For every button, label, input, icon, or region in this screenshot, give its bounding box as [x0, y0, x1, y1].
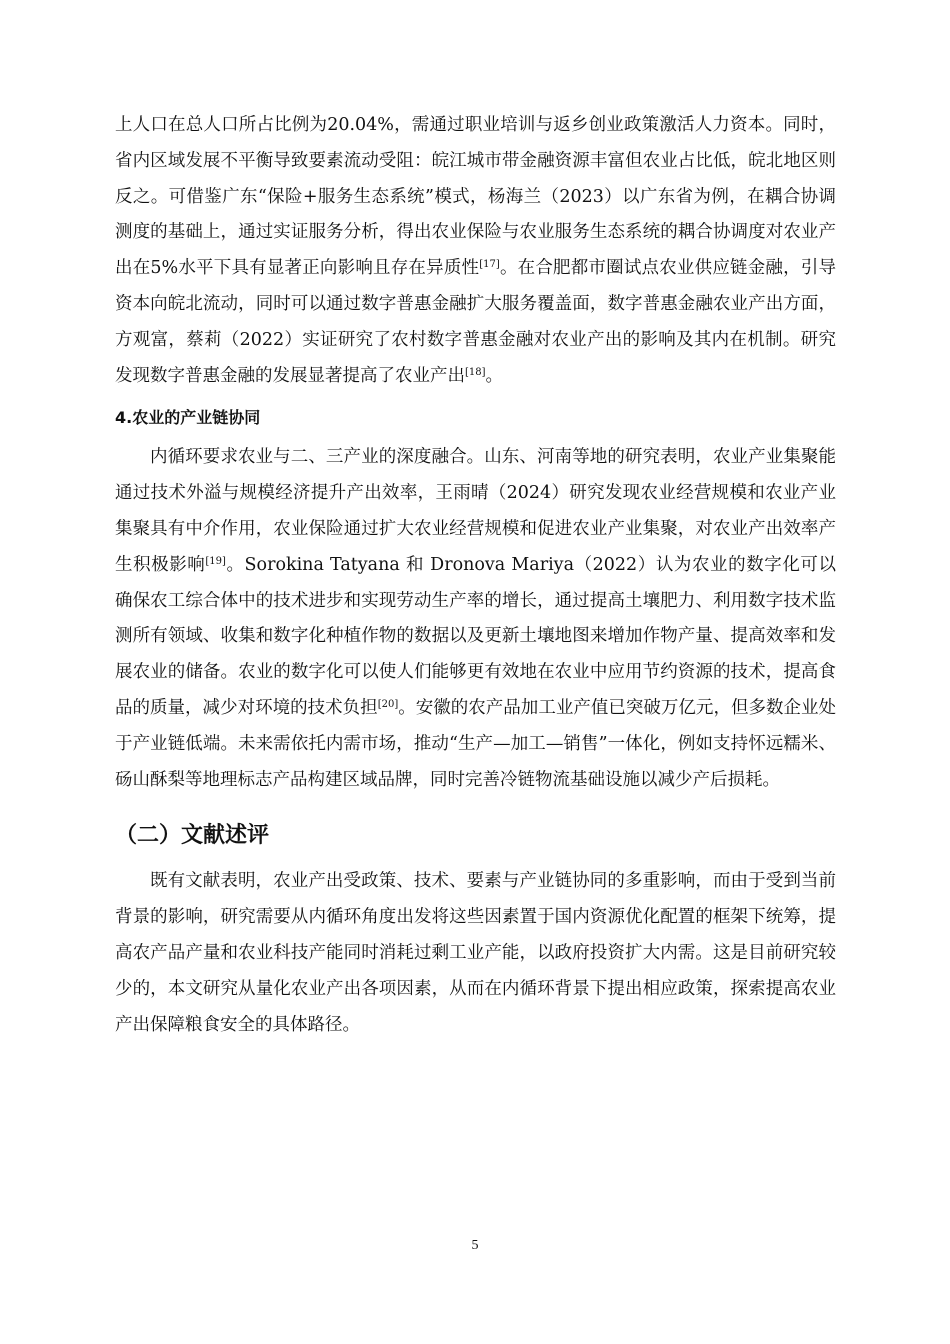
citation-18: [18] [465, 366, 486, 378]
paragraph-continued [115, 108, 836, 394]
paragraph-industry-chain [115, 440, 836, 798]
para2-text-a: 内循环要求农业与二、三产业的深度融合。山东、河南等地的研究表明，农业产业集聚能通过技术外溢与规模经济提升产出效率，王雨晴（2024）研究发现农业经营规模和农业产业集聚具有中介作用，农业保险通过扩大农业经营规模和促进农业产业集聚，对农业产出效率产生积极影响 [115, 447, 836, 575]
para2-text-b: 。Sorokina Tatyana 和 Dronova Mariya（2022）认为农业的数字化可以确保农工综合体中的技术进步和实现劳动生产率的增长，通过提高土壤肥力、利用数字技术监测所有领域、收集和数字化种植作物的数据以及更新土壤地图来增加作物产量、提高效率和发展农业的储备。农业的数字化可以使人们能够更有效地在农业中应用节约资源的技术，提高食品的质量，减少对环境的技术负担 [115, 554, 836, 718]
section-heading: （二）文献述评 [115, 823, 270, 849]
para1-text-b: 。在合肥都市圈试点农业供应链金融，引导资本向皖北流动，同时可以通过数字普惠金融扩大服务覆盖面，数字普惠金融农业产出方面，方观富，蔡莉（2022）实证研究了农村数字普惠金融对农业产出的影响及其内在机制。研究发现数字普惠金融的发展显著提高了农业产出 [115, 258, 837, 386]
para1-text-c: 。 [485, 365, 504, 386]
subsection-heading: 4.农业的产业链协同 [115, 408, 261, 428]
citation-19: [19] [205, 555, 226, 567]
paragraph-literature-review: 既有文献表明，农业产出受政策、技术、要素与产业链协同的多重影响，而由于受到当前背景的影响，研究需要从内循环角度出发将这些因素置于国内资源优化配置的框架下统筹，提高农产品产量和农业科技产能同时消耗过剩工业产能，以政府投资扩大内需。这是目前研究较少的，本文研究从量化农业产出各项因素，从而在内循环背景下提出相应政策，探索提高农业产出保障粮食安全的具体路径。 [115, 871, 836, 1035]
para2-text-c: 。安徽的农产品加工业产值已突破万亿元，但多数企业处于产业链低端。未来需依托内需市场，推动“生产—加工—销售”一体化，例如支持怀远糯米、砀山酥梨等地理标志产品构建区域品牌，同时完善冷链物流基础设施以减少产后损耗。 [115, 697, 837, 790]
page-body [115, 108, 836, 1043]
para1-text-a: 上人口在总人口所占比例为20.04%，需通过职业培训与返乡创业政策激活人力资本。同时，省内区域发展不平衡导致要素流动受阻：皖江城市带金融资源丰富但农业占比低，皖北地区则反之。可借鉴广东“保险+服务生态系统”模式，杨海兰（2023）以广东省为例，在耦合协调测度的基础上，通过实证服务分析，得出农业保险与农业服务生态系统的耦合协调度对农业产出在5%水平下具有显著正向影响且存在异质性 [115, 115, 836, 279]
citation-17: [17] [479, 259, 500, 271]
citation-20: [20] [377, 698, 399, 710]
page-number: 5 [471, 1238, 479, 1253]
